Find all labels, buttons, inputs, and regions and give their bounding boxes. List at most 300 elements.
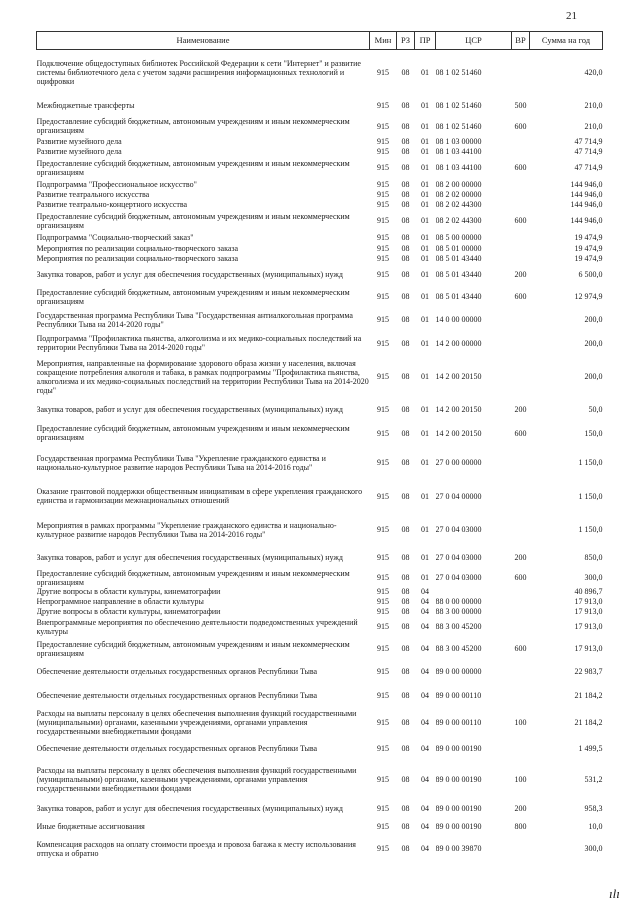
- row-rz: 08: [401, 216, 410, 225]
- row-sum: 19 474,9: [574, 233, 603, 242]
- budget-table: [36, 31, 603, 863]
- row-name: Предоставление субсидий бюджетным, автономным учреждениям и иным некоммерческим организациям: [36, 211, 350, 230]
- row-name: Развитие театрального искусства: [36, 190, 150, 199]
- row-pr: 04: [421, 587, 429, 596]
- row-name: Подключение общедоступных библиотек Российской Федерации к сети "Интернет" и развитие системы библиотечного дела с учетом задачи расширения информационных технологий и оцифровки: [36, 59, 361, 87]
- row-pr: 01: [421, 179, 429, 189]
- row-sum: 1 499,5: [578, 743, 603, 753]
- row-rz: 08: [401, 244, 410, 253]
- row-rz: 08: [401, 405, 410, 414]
- row-sum: 144 946,0: [570, 216, 603, 225]
- row-name: Иные бюджетные ассигнования: [36, 821, 145, 831]
- row-sum: 200,0: [584, 372, 603, 381]
- row-vr: [512, 355, 530, 399]
- row-name: Подпрограмма "Профессиональное искусство": [36, 179, 197, 189]
- row-pr: 01: [421, 233, 429, 242]
- row-name: Обеспечение деятельности отдельных государственных органов Республики Тыва: [36, 691, 318, 700]
- row-sum: 144 946,0: [570, 200, 603, 209]
- row-sum: 150,0: [584, 428, 603, 438]
- row-csr: 89 0 00 00190: [435, 775, 482, 784]
- row-min: 915: [377, 179, 389, 189]
- table-row: [37, 587, 603, 597]
- row-sum: 17 913,0: [574, 644, 603, 653]
- row-name: Обеспечение деятельности отдельных государственных органов Республики Тыва: [36, 743, 318, 753]
- row-csr: 89 0 00 00110: [435, 691, 482, 700]
- table-row: [37, 157, 603, 179]
- table-row: [37, 50, 603, 96]
- row-min: 915: [377, 233, 389, 242]
- row-vr: 600: [514, 573, 527, 582]
- row-pr: 01: [421, 491, 429, 501]
- row-pr: 04: [421, 743, 429, 753]
- row-rz: 08: [401, 587, 410, 596]
- row-rz: 08: [401, 622, 410, 631]
- page-number: 21: [566, 10, 577, 22]
- row-pr: 04: [421, 844, 429, 853]
- row-rz: 08: [401, 428, 410, 438]
- row-pr: 01: [421, 573, 429, 582]
- row-csr: 89 0 00 00190: [435, 804, 482, 813]
- row-vr: [512, 617, 530, 637]
- row-name: Государственная программа Республики Тыва "Государственная антиалкогольная программа Республики Тыва на 2014-2020 годы": [36, 310, 353, 329]
- row-name: Предоставление субсидий бюджетным, автономным учреждениям и иным некоммерческим организациям: [36, 158, 350, 177]
- row-pr: 04: [421, 644, 429, 653]
- row-min: 915: [377, 270, 389, 279]
- row-pr: 01: [421, 137, 429, 146]
- row-pr: 01: [421, 190, 429, 199]
- row-rz: 08: [401, 775, 410, 784]
- table-row: [37, 835, 603, 863]
- table-row: [37, 607, 603, 617]
- row-name: Закупка товаров, работ и услуг для обеспечения государственных (муниципальных) нужд: [36, 405, 343, 414]
- row-pr: 04: [421, 607, 429, 616]
- row-rz: 08: [401, 200, 410, 209]
- row-vr: [512, 737, 530, 760]
- row-pr: 01: [421, 405, 429, 414]
- row-vr: 200: [514, 405, 527, 414]
- row-csr: 14 2 00 00000: [435, 338, 482, 348]
- row-rz: 08: [401, 844, 410, 853]
- row-rz: 08: [401, 691, 410, 700]
- row-vr: [512, 661, 530, 683]
- row-csr: 08 5 00 00000: [435, 233, 482, 242]
- row-rz: 08: [401, 233, 410, 242]
- row-vr: [512, 244, 530, 254]
- header-vr: ВР: [512, 32, 530, 50]
- row-min: 915: [377, 254, 389, 263]
- header-min: Мин: [370, 32, 397, 50]
- row-rz: 08: [401, 607, 410, 616]
- table-row: [37, 569, 603, 587]
- table-row: [37, 308, 603, 332]
- row-vr: [512, 835, 530, 863]
- row-name: Расходы на выплаты персоналу в целях обеспечения выполнения функций государственными (муниципальными) органами, казенными учреждениями, органами управления государственными внебюджетными фондами: [36, 709, 357, 736]
- row-vr: [512, 50, 530, 96]
- row-min: 915: [377, 338, 389, 348]
- row-csr: 89 0 00 00190: [435, 821, 482, 831]
- row-vr: 600: [514, 428, 527, 438]
- row-rz: 08: [401, 254, 410, 263]
- row-vr: 800: [514, 821, 527, 831]
- row-rz: 08: [401, 190, 410, 199]
- row-name: Мероприятия в рамках программы "Укрепление гражданского единства и национально-культурное развитие народов Республики Тыва на 2014-2016 годы": [36, 520, 337, 539]
- row-vr: 600: [514, 163, 527, 172]
- row-rz: 08: [401, 597, 410, 606]
- row-csr: 14 2 00 20150: [435, 405, 482, 414]
- row-csr: 08 2 02 44300: [435, 216, 482, 225]
- row-sum: 958,3: [584, 804, 603, 813]
- table-row: [37, 446, 603, 480]
- row-sum: 200,0: [584, 315, 603, 324]
- row-min: 915: [377, 844, 389, 853]
- table-row: [37, 617, 603, 637]
- row-min: 915: [377, 525, 389, 534]
- row-min: 915: [377, 775, 389, 784]
- table-row: [37, 637, 603, 661]
- table-row: [37, 547, 603, 569]
- row-pr: 01: [421, 553, 429, 562]
- table-row: [37, 210, 603, 232]
- row-name: Мероприятия, направленные на формирование здорового образа жизни у населения, включая сокращение потребления алкоголя и табака, в рамках подпрограммы "Профилактика пьянства, алкоголизма и их медико-социальных последствий на территории Республики Тыва на 2014-2020 годы": [36, 358, 369, 395]
- row-name: Закупка товаров, работ и услуг для обеспечения государственных (муниципальных) нужд: [36, 553, 343, 562]
- row-rz: 08: [401, 292, 410, 301]
- row-name: Подпрограмма "Социально-творческий заказ": [36, 233, 194, 242]
- row-sum: 21 184,2: [574, 691, 603, 700]
- table-row: [37, 760, 603, 800]
- row-min: 915: [377, 216, 389, 225]
- row-name: Государственная программа Республики Тыва "Укрепление гражданского единства и национально-культурное развитие народов Республики Тыва на 2014-2016 годы": [36, 453, 326, 472]
- row-min: 915: [377, 804, 389, 813]
- table-row: [37, 244, 603, 254]
- row-vr: [512, 607, 530, 617]
- row-rz: 08: [401, 458, 410, 467]
- row-vr: 600: [514, 644, 527, 653]
- header-rz: РЗ: [397, 32, 415, 50]
- row-rz: 08: [401, 68, 410, 78]
- row-min: 915: [377, 691, 389, 700]
- row-sum: 1 150,0: [578, 458, 603, 467]
- row-name: Закупка товаров, работ и услуг для обеспечения государственных (муниципальных) нужд: [36, 804, 343, 813]
- row-min: 915: [377, 101, 389, 110]
- row-csr: 08 5 01 00000: [435, 244, 482, 253]
- row-pr: 04: [421, 597, 429, 606]
- row-sum: 19 474,9: [574, 254, 603, 263]
- row-min: 915: [377, 190, 389, 199]
- row-sum: 47 714,9: [574, 163, 603, 172]
- row-csr: 27 0 04 00000: [435, 491, 482, 501]
- row-sum: 210,0: [584, 101, 603, 110]
- row-name: Другие вопросы в области культуры, кинематографии: [36, 587, 221, 596]
- row-sum: 17 913,0: [574, 597, 603, 606]
- row-min: 915: [377, 147, 389, 156]
- row-vr: [512, 200, 530, 210]
- header-pr: ПР: [415, 32, 436, 50]
- row-rz: 08: [401, 573, 410, 582]
- row-min: 915: [377, 622, 389, 631]
- row-rz: 08: [401, 338, 410, 348]
- table-row: [37, 709, 603, 737]
- row-vr: [512, 597, 530, 607]
- row-rz: 08: [401, 137, 410, 146]
- handwritten-mark: ılı: [609, 886, 620, 901]
- table-row: [37, 286, 603, 308]
- row-name: Подпрограмма "Профилактика пьянства, алкоголизма и их медико-социальных последствий на территории Республики Тыва на 2014-2020 годы": [36, 334, 362, 352]
- row-csr: 08 1 02 51460: [435, 121, 482, 131]
- row-rz: 08: [401, 804, 410, 813]
- table-row: [37, 597, 603, 607]
- row-sum: 1 150,0: [578, 491, 603, 501]
- row-name: Развитие театрально-концертного искусства: [36, 200, 188, 209]
- row-rz: 08: [401, 101, 410, 110]
- table-row: [37, 421, 603, 446]
- row-min: 915: [377, 458, 389, 467]
- row-name: Оказание грантовой поддержки общественным инициативам в сфере укрепления гражданского единства и гармонизации межнациональных отношений: [36, 487, 363, 505]
- row-sum: 47 714,9: [574, 137, 603, 146]
- row-min: 915: [377, 68, 389, 78]
- row-vr: 100: [514, 718, 527, 727]
- row-sum: 200,0: [584, 338, 603, 348]
- row-rz: 08: [401, 667, 410, 676]
- row-pr: 01: [421, 244, 429, 253]
- row-sum: 300,0: [584, 844, 603, 853]
- row-pr: 01: [421, 270, 429, 279]
- row-vr: 100: [514, 775, 527, 784]
- row-min: 915: [377, 491, 389, 501]
- row-min: 915: [377, 607, 389, 616]
- row-csr: 89 0 00 39870: [435, 844, 482, 853]
- row-vr: [512, 254, 530, 264]
- row-vr: [512, 587, 530, 597]
- row-vr: [512, 147, 530, 157]
- row-rz: 08: [401, 121, 410, 131]
- row-sum: 22 983,7: [574, 667, 603, 676]
- row-vr: [512, 513, 530, 547]
- row-csr: 08 1 02 51460: [435, 101, 482, 110]
- row-name: Развитие музейного дела: [36, 147, 122, 156]
- row-rz: 08: [401, 821, 410, 831]
- row-min: 915: [377, 644, 389, 653]
- row-vr: [512, 179, 530, 190]
- row-csr: 88 0 00 00000: [435, 597, 482, 606]
- table-row: [37, 200, 603, 210]
- header-sum: Сумма на год: [530, 32, 603, 50]
- row-vr: 200: [514, 270, 527, 279]
- row-csr: 27 0 04 03000: [435, 573, 482, 582]
- row-sum: 210,0: [584, 121, 603, 131]
- row-csr: 08 1 03 44100: [435, 147, 482, 156]
- row-vr: [512, 137, 530, 147]
- table-row: [37, 513, 603, 547]
- row-sum: 144 946,0: [570, 190, 603, 199]
- row-csr: 08 5 01 43440: [435, 270, 482, 279]
- row-rz: 08: [401, 179, 410, 189]
- row-pr: 04: [421, 804, 429, 813]
- row-pr: 01: [421, 525, 429, 534]
- row-min: 915: [377, 667, 389, 676]
- row-vr: 600: [514, 292, 527, 301]
- row-pr: 01: [421, 254, 429, 263]
- table-row: [37, 818, 603, 835]
- row-sum: 420,0: [584, 68, 603, 78]
- row-pr: 01: [421, 428, 429, 438]
- row-name: Компенсация расходов на оплату стоимости проезда и провоза багажа к месту использования отпуска и обратно: [36, 839, 356, 858]
- row-pr: 04: [421, 775, 429, 784]
- row-min: 915: [377, 718, 389, 727]
- row-rz: 08: [401, 163, 410, 172]
- row-rz: 08: [401, 525, 410, 534]
- table-row: [37, 661, 603, 683]
- table-row: [37, 264, 603, 286]
- row-vr: 200: [514, 553, 527, 562]
- row-name: Непрограммное направление в области культуры: [36, 597, 204, 606]
- row-rz: 08: [401, 553, 410, 562]
- row-name: Развитие музейного дела: [36, 137, 122, 146]
- table-header-row: [37, 32, 603, 50]
- row-sum: 21 184,2: [574, 718, 603, 727]
- row-min: 915: [377, 821, 389, 831]
- row-csr: 08 2 02 00000: [435, 190, 482, 199]
- row-pr: 04: [421, 691, 429, 700]
- row-rz: 08: [401, 147, 410, 156]
- row-sum: 50,0: [588, 405, 603, 414]
- header-csr: ЦСР: [436, 32, 512, 50]
- row-csr: 88 3 00 45200: [435, 644, 482, 653]
- row-csr: 08 2 02 44300: [435, 200, 482, 209]
- row-min: 915: [377, 292, 389, 301]
- row-csr: 14 0 00 00000: [435, 315, 482, 324]
- row-rz: 08: [401, 718, 410, 727]
- table-row: [37, 254, 603, 264]
- row-rz: 08: [401, 743, 410, 753]
- table-row: [37, 179, 603, 190]
- row-min: 915: [377, 163, 389, 172]
- row-csr: 88 3 00 00000: [435, 607, 482, 616]
- row-vr: 600: [514, 121, 527, 131]
- row-pr: 04: [421, 718, 429, 727]
- row-min: 915: [377, 743, 389, 753]
- row-sum: 47 714,9: [574, 147, 603, 156]
- row-rz: 08: [401, 491, 410, 501]
- row-csr: 08 5 01 43440: [435, 254, 482, 263]
- table-row: [37, 737, 603, 760]
- table-row: [37, 399, 603, 421]
- row-name: Предоставление субсидий бюджетным, автономным учреждениям и иным некоммерческим организациям: [36, 117, 350, 135]
- table-row: [37, 96, 603, 116]
- header-name: Наименование: [37, 32, 370, 50]
- row-name: Закупка товаров, работ и услуг для обеспечения государственных (муниципальных) нужд: [36, 270, 343, 279]
- row-pr: 01: [421, 147, 429, 156]
- row-vr: [512, 308, 530, 332]
- row-rz: 08: [401, 644, 410, 653]
- row-pr: 01: [421, 216, 429, 225]
- row-sum: 1 150,0: [578, 525, 603, 534]
- row-sum: 850,0: [584, 553, 603, 562]
- table-row: [37, 137, 603, 147]
- row-name: Предоставление субсидий бюджетным, автономным учреждениям и иным некоммерческим организациям: [36, 424, 350, 442]
- row-csr: 27 0 04 03000: [435, 525, 482, 534]
- row-name: Мероприятия по реализации социально-творческого заказа: [36, 244, 239, 253]
- row-csr: 89 0 00 00110: [435, 718, 482, 727]
- row-vr: [512, 232, 530, 244]
- row-name: Предоставление субсидий бюджетным, автономным учреждениям и иным некоммерческим организациям: [36, 568, 350, 587]
- row-rz: 08: [401, 315, 410, 324]
- row-min: 915: [377, 200, 389, 209]
- row-pr: 01: [421, 338, 429, 348]
- row-pr: 04: [421, 622, 429, 631]
- row-name: Внепрограммные мероприятия по обеспечению деятельности подведомственных учреждений культуры: [36, 617, 358, 636]
- row-vr: [512, 480, 530, 513]
- row-pr: 01: [421, 121, 429, 131]
- row-csr: [436, 587, 512, 597]
- row-csr: 27 0 04 03000: [435, 553, 482, 562]
- row-sum: 531,2: [584, 775, 603, 784]
- table-row: [37, 116, 603, 137]
- row-rz: 08: [401, 270, 410, 279]
- table-row: [37, 480, 603, 513]
- table-row: [37, 332, 603, 355]
- row-sum: 144 946,0: [570, 179, 603, 189]
- row-sum: 17 913,0: [574, 607, 603, 616]
- row-name: Предоставление субсидий бюджетным, автономным учреждениям и иным некоммерческим организациям: [36, 287, 350, 306]
- row-name: Мероприятия по реализации социально-творческого заказа: [36, 254, 239, 263]
- row-csr: 14 2 00 20150: [435, 428, 482, 438]
- row-min: 915: [377, 244, 389, 253]
- row-csr: 08 5 01 43440: [435, 292, 482, 301]
- row-vr: 200: [514, 804, 527, 813]
- row-min: 915: [377, 428, 389, 438]
- row-sum: 19 474,9: [574, 244, 603, 253]
- row-sum: 17 913,0: [574, 622, 603, 631]
- row-pr: 01: [421, 372, 429, 381]
- row-min: 915: [377, 315, 389, 324]
- row-csr: 14 2 00 20150: [435, 372, 482, 381]
- row-pr: 01: [421, 163, 429, 172]
- row-name: Обеспечение деятельности отдельных государственных органов Республики Тыва: [36, 667, 318, 676]
- row-csr: 08 1 03 44100: [435, 163, 482, 172]
- row-csr: 08 1 03 00000: [435, 137, 482, 146]
- row-min: 915: [377, 597, 389, 606]
- row-pr: 01: [421, 292, 429, 301]
- row-name: Предоставление субсидий бюджетным, автономным учреждениям и иным некоммерческим организациям: [36, 639, 350, 658]
- table-row: [37, 147, 603, 157]
- row-name: Расходы на выплаты персоналу в целях обеспечения выполнения функций государственными (муниципальными) органами, казенными учреждениями, органами управления государственными внебюджетными фондами: [36, 766, 357, 793]
- row-pr: 01: [421, 315, 429, 324]
- row-vr: [512, 446, 530, 480]
- row-rz: 08: [401, 372, 410, 381]
- table-row: [37, 232, 603, 244]
- row-sum: 40 896,7: [574, 587, 603, 596]
- row-sum: 300,0: [584, 573, 603, 582]
- row-pr: 01: [421, 200, 429, 209]
- row-min: 915: [377, 553, 389, 562]
- row-pr: 01: [421, 458, 429, 467]
- row-vr: [512, 683, 530, 709]
- row-csr: 08 1 02 51460: [435, 68, 482, 78]
- table-row: [37, 683, 603, 709]
- table-row: [37, 355, 603, 399]
- row-min: 915: [377, 405, 389, 414]
- row-vr: 600: [514, 216, 527, 225]
- row-vr: [512, 332, 530, 355]
- row-pr: 04: [421, 821, 429, 831]
- row-min: 915: [377, 372, 389, 381]
- table-row: [37, 190, 603, 200]
- row-min: 915: [377, 137, 389, 146]
- row-csr: 27 0 00 00000: [435, 458, 482, 467]
- row-name: Межбюджетные трансферты: [36, 101, 135, 110]
- row-min: 915: [377, 573, 389, 582]
- row-vr: [512, 190, 530, 200]
